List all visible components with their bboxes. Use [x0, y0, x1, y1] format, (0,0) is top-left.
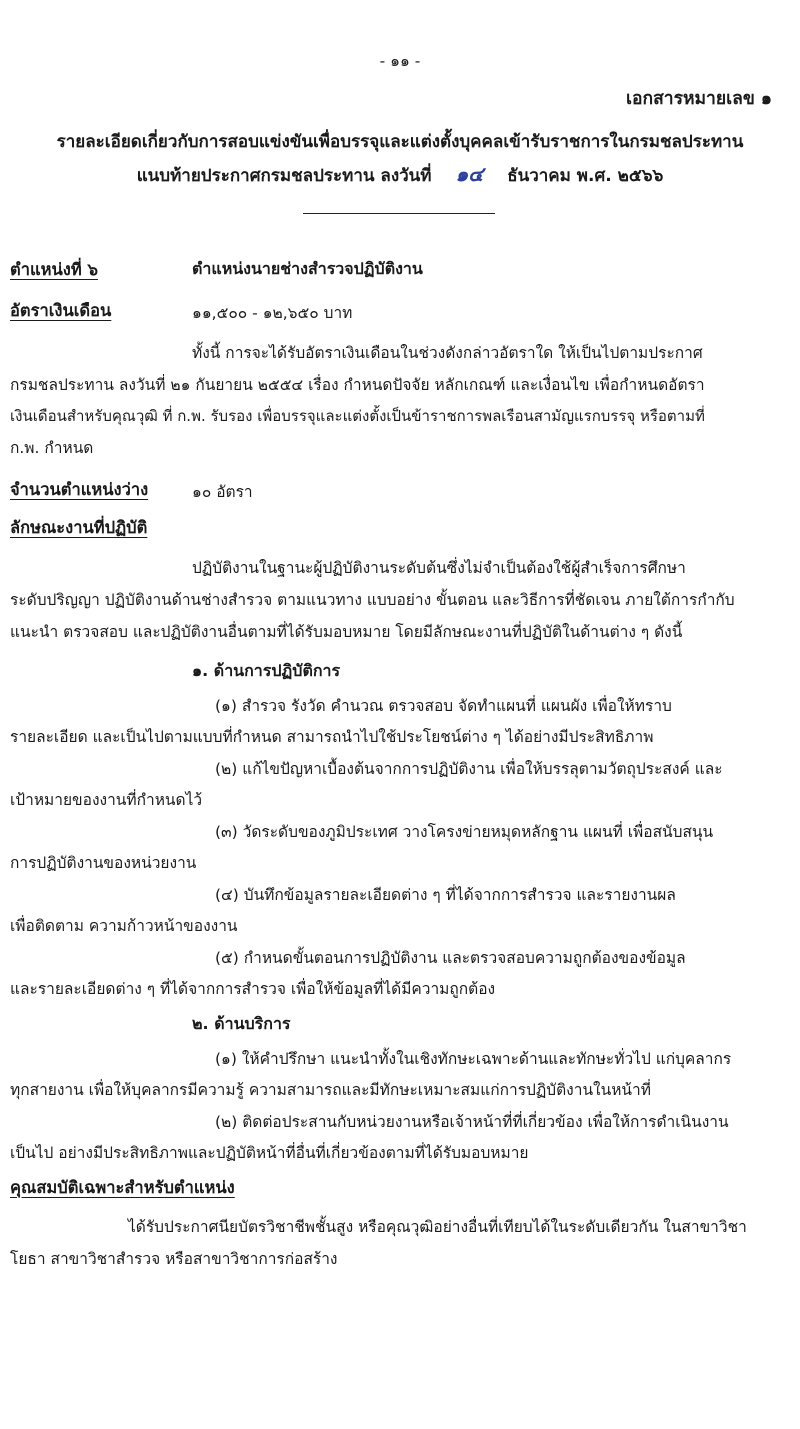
- qualifications-label: คุณสมบัติเฉพาะสำหรับตำแหน่ง: [10, 1178, 235, 1197]
- salary-paragraph-line: ก.พ. กำหนด: [10, 439, 94, 457]
- section2-line: (๒) ติดต่อประสานกับหน่วยงานหรือเจ้าหน้าที่ที่เกี่ยวข้อง เพื่อให้การดำเนินงาน: [215, 1113, 729, 1131]
- qualifications-line: โยธา สาขาวิชาสำรวจ หรือสาขาวิชาการก่อสร้าง: [10, 1250, 338, 1268]
- section1-line: (๔) บันทึกข้อมูลรายละเอียดต่าง ๆ ที่ได้จากการสำรวจ และรายงานผล: [215, 886, 676, 904]
- title-suffix: ธันวาคม พ.ศ. ๒๕๖๖: [507, 166, 664, 186]
- vacancies-label: จำนวนตำแหน่งว่าง: [10, 480, 149, 499]
- section1-title: ๑. ด้านการปฏิบัติการ: [192, 661, 341, 680]
- salary-paragraph-line: ทั้งนี้ การจะได้รับอัตราเงินเดือนในช่วงดังกล่าวอัตราใด ให้เป็นไปตามประกาศ: [192, 344, 703, 362]
- section1-line: เป้าหมายของงานที่กำหนดไว้: [10, 791, 203, 809]
- duties-intro-line: ระดับปริญญา ปฏิบัติงานด้านช่างสำรวจ ตามแนวทาง แบบอย่าง ขั้นตอน และวิธีการที่ชัดเจน ภายใต้การกำกับ: [10, 591, 735, 609]
- document-title-line1: รายละเอียดเกี่ยวกับการสอบแข่งขันเพื่อบรรจุและแต่งตั้งบุคคลเข้ารับราชการในกรมชลประทาน: [56, 132, 744, 152]
- section2-line: ทุกสายงาน เพื่อให้บุคลากรมีความรู้ ความสามารถและมีทักษะเหมาะสมแก่การปฏิบัติงานในหน้าที่: [10, 1081, 651, 1099]
- position-label: ตำแหน่งที่ ๖: [10, 260, 98, 279]
- salary-paragraph-line: กรมชลประทาน ลงวันที่ ๒๑ กันยายน ๒๕๕๔ เรื่อง กำหนดปัจจัย หลักเกณฑ์ และเงื่อนไข เพื่อกำหนดอัตรา: [10, 376, 705, 394]
- vacancies-value: ๑๐ อัตรา: [192, 483, 253, 501]
- section1-line: การปฏิบัติงานของหน่วยงาน: [10, 854, 197, 872]
- section1-line: เพื่อติดตาม ความก้าวหน้าของงาน: [10, 917, 238, 935]
- duties-intro-line: ปฏิบัติงานในฐานะผู้ปฏิบัติงานระดับต้นซึ่งไม่จำเป็นต้องใช้ผู้สำเร็จการศึกษา: [192, 559, 686, 577]
- salary-value: ๑๑,๕๐๐ - ๑๒,๖๕๐ บาท: [192, 304, 353, 322]
- handwritten-day: ๑๔: [455, 162, 484, 186]
- qualifications-line: ได้รับประกาศนียบัตรวิชาชีพชั้นสูง หรือคุณวุฒิอย่างอื่นที่เทียบได้ในระดับเดียวกัน ในสาขาวิชา: [128, 1218, 747, 1236]
- section2-title: ๒. ด้านบริการ: [192, 1014, 291, 1033]
- document-title-line2: [0, 158, 800, 190]
- section1-line: (๓) วัดระดับของภูมิประเทศ วางโครงข่ายหมุดหลักฐาน แผนที่ เพื่อสนับสนุน: [215, 823, 714, 841]
- document-reference: เอกสารหมายเลข ๑: [625, 89, 772, 109]
- section2-line: (๑) ให้คำปรึกษา แนะนำทั้งในเชิงทักษะเฉพาะด้านและทักษะทั่วไป แก่บุคลากร: [215, 1050, 732, 1068]
- section2-line: เป็นไป อย่างมีประสิทธิภาพและปฏิบัติหน้าที่อื่นที่เกี่ยวข้องตามที่ได้รับมอบหมาย: [10, 1144, 529, 1162]
- salary-paragraph-line: เงินเดือนสำหรับคุณวุฒิ ที่ ก.พ. รับรอง เพื่อบรรจุและแต่งตั้งเป็นข้าราชการพลเรือนสามัญแรกบรรจุ หรือตามที่: [10, 407, 705, 425]
- duties-intro-line: แนะนำ ตรวจสอบ และปฏิบัติงานอื่นตามที่ได้รับมอบหมาย โดยมีลักษณะงานที่ปฏิบัติในด้านต่าง ๆ ดังนี้: [10, 623, 683, 641]
- duties-label: ลักษณะงานที่ปฏิบัติ: [10, 518, 148, 537]
- salary-label: อัตราเงินเดือน: [10, 301, 112, 320]
- section1-line: รายละเอียด และเป็นไปตามแบบที่กำหนด สามารถนำไปใช้ประโยชน์ต่าง ๆ ได้อย่างมีประสิทธิภาพ: [10, 728, 654, 746]
- title-prefix: แนบท้ายประกาศกรมชลประทาน ลงวันที่: [136, 166, 432, 186]
- section1-line: และรายละเอียดต่าง ๆ ที่ได้จากการสำรวจ เพื่อให้ข้อมูลที่ได้มีความถูกต้อง: [10, 980, 496, 998]
- section1-line: (๑) สำรวจ รังวัด คำนวณ ตรวจสอบ จัดทำแผนที่ แผนผัง เพื่อให้ทราบ: [215, 697, 672, 715]
- page-number: - ๑๑ -: [379, 52, 421, 70]
- section1-line: (๕) กำหนดขั้นตอนการปฏิบัติงาน และตรวจสอบความถูกต้องของข้อมูล: [215, 949, 686, 967]
- title-divider: [303, 213, 495, 214]
- position-value: ตำแหน่งนายช่างสำรวจปฏิบัติงาน: [192, 259, 423, 278]
- section1-line: (๒) แก้ไขปัญหาเบื้องต้นจากการปฏิบัติงาน เพื่อให้บรรลุตามวัตถุประสงค์ และ: [215, 760, 723, 778]
